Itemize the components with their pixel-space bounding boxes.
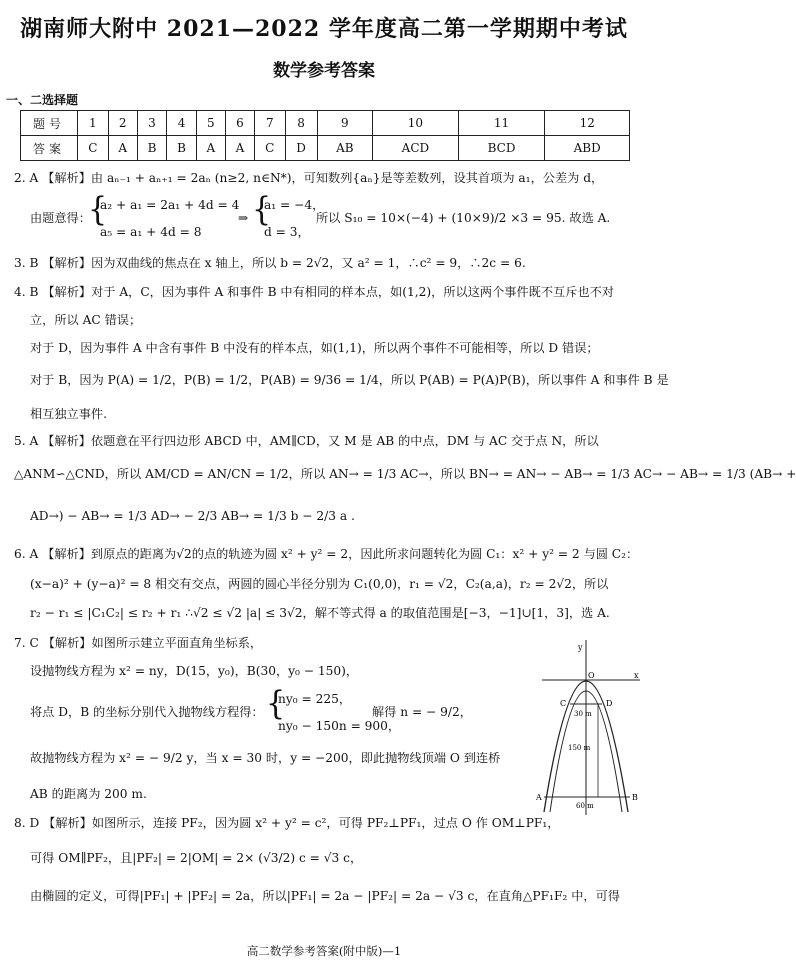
solution-a1: a₁ = −4， (264, 198, 325, 212)
system-brace: { (266, 684, 286, 723)
answer-cell: D (285, 136, 317, 161)
question-number: 9 (317, 111, 373, 136)
label-60m: 60 m (576, 802, 594, 810)
system-eq-2: a₅ = a₁ + 4d = 8 (100, 225, 202, 239)
solution-8-line-3: 由椭圆的定义，可得|PF₁| + |PF₂| = 2a，所以|PF₁| = 2a − |PF₂| = 2a − √3 c，在直角△PF₁F₂ 中，可得 (30, 889, 620, 903)
answer-cell: A (225, 136, 254, 161)
solution-5-line-2: △ANM∽△CND，所以 AM/CD = AN/CN = 1/2，所以 AN→ = 1/3 AC→，所以 BN→ = AN→ − AB→ = 1/3 AC→ − AB→ = 1/3 (AB→ + (14, 467, 796, 481)
answer-cell: A (196, 136, 225, 161)
solution-4-line-2: 立，所以 AC 错误； (30, 313, 142, 327)
system-eq-1: ny₀ = 225， (278, 692, 352, 706)
answer-cell: AB (317, 136, 373, 161)
label-c: C (560, 699, 567, 708)
solution-4-line-4: 对于 B，因为 P(A) = 1/2，P(B) = 1/2，P(AB) = 9/36 = 1/4，所以 P(AB) = P(A)P(B)，所以事件 A 和事件 B 是 (30, 373, 669, 387)
answer-cell: A (108, 136, 137, 161)
label-d: D (606, 699, 613, 708)
answer-table (20, 110, 630, 161)
page-footer: 高二数学参考答案(附中版)—1 (246, 944, 402, 958)
question-number: 7 (254, 111, 285, 136)
label-a: A (536, 793, 542, 802)
parabola-bridge-figure (536, 640, 644, 815)
solution-7-line-1: 7. C 【解析】如图所示建立平面直角坐标系， (14, 636, 263, 650)
solution-8-line-1: 8. D 【解析】如图所示，连接 PF₂，因为圆 x² + y² = c²，可得 PF₂⊥PF₁，过点 O 作 OM⊥PF₁， (14, 816, 560, 830)
label-b: B (632, 793, 638, 802)
section-heading: 一、二选择题 (6, 93, 79, 107)
label-150m: 150 m (568, 744, 591, 752)
solution-6-line-2: (x−a)² + (y−a)² = 8 相交有交点，两圆的圆心半径分别为 C₁(0,0)，r₁ = √2，C₂(a,a)，r₂ = 2√2，所以 (30, 577, 609, 591)
label-x: x (634, 671, 639, 680)
label-y: y (578, 643, 583, 652)
question-number: 5 (196, 111, 225, 136)
question-number: 8 (285, 111, 317, 136)
solution-2-line-1: 2. A 【解析】由 aₙ₋₁ + aₙ₊₁ = 2aₙ (n≥2, n∈N*)，可知数列{aₙ}是等差数列，设其首项为 a₁，公差为 d， (14, 171, 604, 185)
system-eq-1: a₂ + a₁ = 2a₁ + 4d = 4 (100, 198, 240, 212)
label-30m: 30 m (574, 710, 592, 718)
answer-cell: B (167, 136, 197, 161)
question-number: 12 (545, 111, 630, 136)
answer-cell: ACD (373, 136, 459, 161)
system-brace: { (252, 190, 272, 229)
solution-7-line-5: AB 的距离为 200 m. (30, 787, 147, 801)
question-number: 3 (137, 111, 167, 136)
answer-cell: C (78, 136, 109, 161)
table-row-answers (21, 136, 630, 161)
question-number: 2 (108, 111, 137, 136)
solution-d: d = 3， (264, 225, 310, 239)
question-number: 6 (225, 111, 254, 136)
solution-8-line-2: 可得 OM∥PF₂，且|PF₂| = 2|OM| = 2× (√3/2) c = √3 c， (30, 851, 363, 865)
solution-5-line-3: AD→) − AB→ = 1/3 AD→ − 2/3 AB→ = 1/3 b − 2/3 a . (30, 509, 355, 523)
solution-7-n: 解得 n = − 9/2， (372, 705, 472, 719)
answer-cell: B (137, 136, 167, 161)
solution-7-line-4: 故抛物线方程为 x² = − 9/2 y，当 x = 30 时，y = −200，即此抛物线顶端 O 到连桥 (30, 751, 501, 765)
implies-arrow: ⇒ (238, 211, 249, 225)
solution-4-line-3: 对于 D，因为事件 A 中含有事件 B 中没有的样本点，如(1,1)，所以两个事件不可能相等，所以 D 错误； (30, 341, 599, 355)
row-label-answer: 答案 (21, 136, 78, 161)
solution-2-given: 由题意得： (30, 211, 91, 225)
document-title: 湖南师大附中 2021—2022 学年度高二第一学期期中考试 (20, 16, 628, 42)
question-number: 1 (78, 111, 109, 136)
answer-cell: C (254, 136, 285, 161)
system-eq-2: ny₀ − 150n = 900， (278, 719, 401, 733)
table-row-numbers (21, 111, 630, 136)
solution-7-substitute: 将点 D，B 的坐标分别代入抛物线方程得： (30, 705, 264, 719)
document-subtitle: 数学参考答案 (273, 61, 375, 81)
question-number: 4 (167, 111, 197, 136)
question-number: 11 (458, 111, 545, 136)
system-brace: { (88, 190, 108, 229)
solution-6-line-3: r₂ − r₁ ≤ |C₁C₂| ≤ r₂ + r₁ ∴√2 ≤ √2 |a| ≤ 3√2，解不等式得 a 的取值范围是[−3，−1]∪[1，3]，选 A. (30, 606, 610, 620)
answer-cell: ABD (545, 136, 630, 161)
row-label-number: 题号 (21, 111, 78, 136)
question-number: 10 (373, 111, 459, 136)
answer-cell: BCD (458, 136, 545, 161)
solution-5-line-1: 5. A 【解析】依题意在平行四边形 ABCD 中，AM∥CD，又 M 是 AB 的中点，DM 与 AC 交于点 N，所以 (14, 434, 599, 448)
solution-4-line-1: 4. B 【解析】对于 A，C，因为事件 A 和事件 B 中有相同的样本点，如(1,2)，所以这两个事件既不互斥也不对 (14, 285, 614, 299)
solution-4-line-5: 相互独立事件. (30, 407, 107, 421)
label-o: O (588, 671, 595, 680)
solution-6-line-1: 6. A 【解析】到原点的距离为√2的点的轨迹为圆 x² + y² = 2，因此所求问题转化为圆 C₁：x² + y² = 2 与圆 C₂： (14, 547, 639, 561)
solution-7-line-2: 设抛物线方程为 x² = ny，D(15，y₀)，B(30，y₀ − 150)， (30, 664, 359, 678)
solution-3: 3. B 【解析】因为双曲线的焦点在 x 轴上，所以 b = 2√2，又 a² = 1，∴c² = 9，∴2c = 6. (14, 256, 526, 270)
solution-2-result: 所以 S₁₀ = 10×(−4) + (10×9)/2 ×3 = 95. 故选 A. (316, 211, 611, 225)
